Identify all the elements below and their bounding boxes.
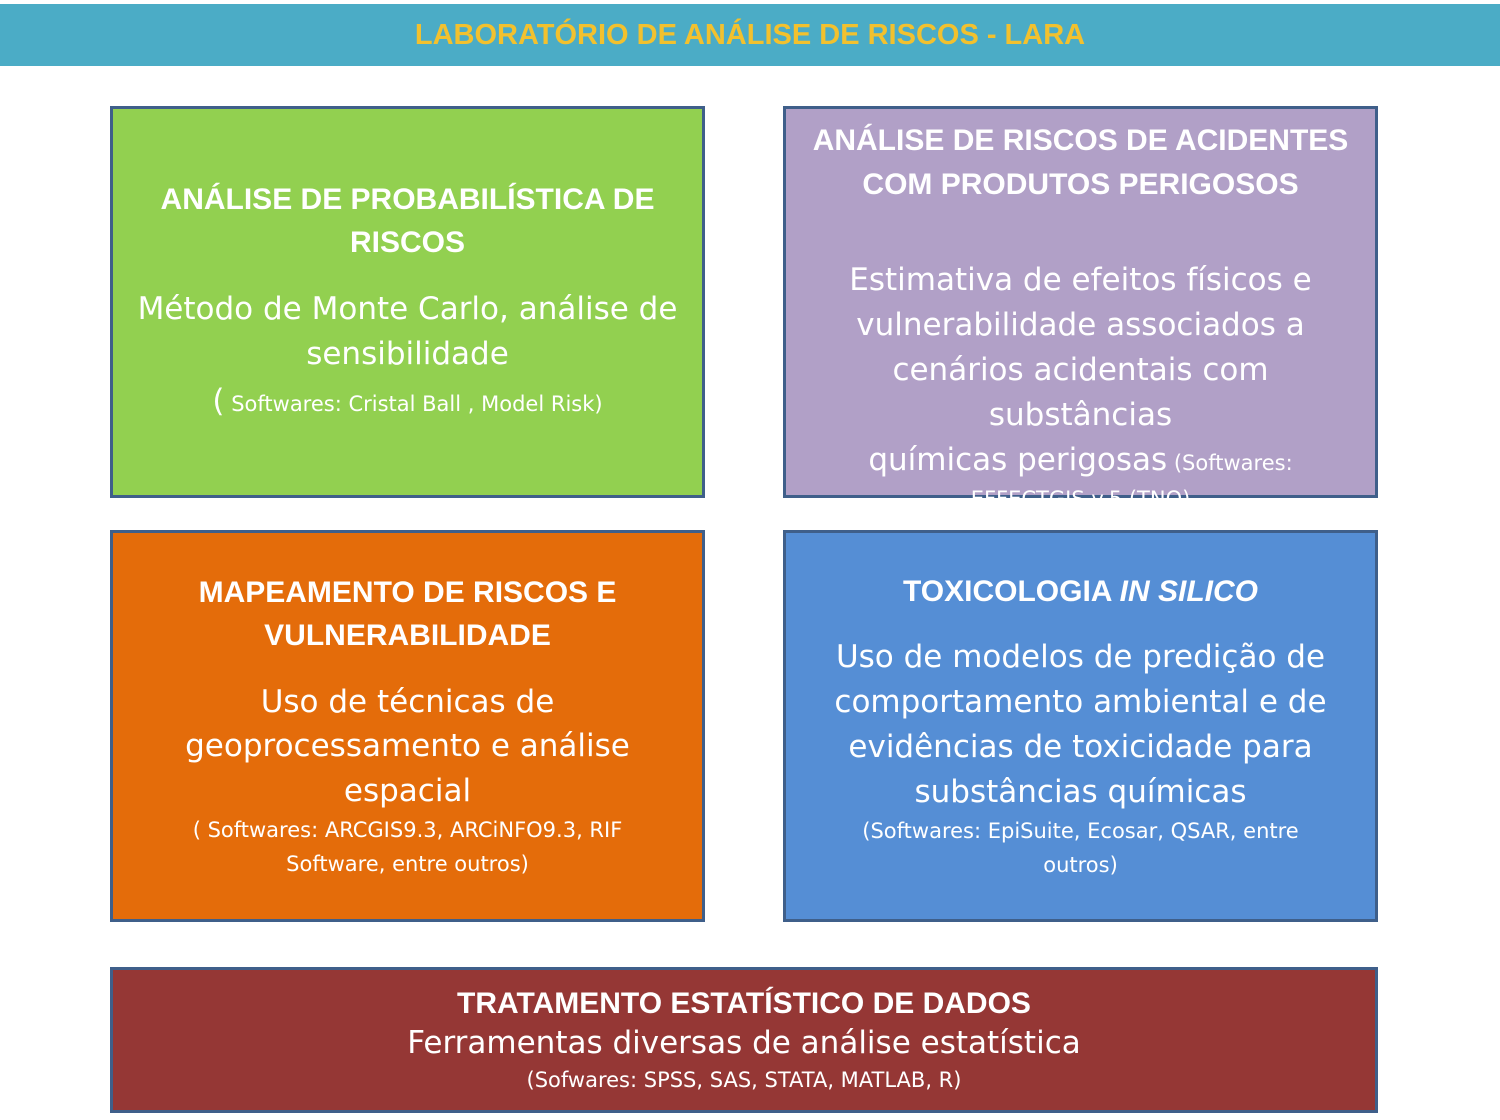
risk-mapping-software	[193, 814, 623, 881]
risk-mapping-box	[110, 530, 705, 922]
title-line: VULNERABILIDADE	[264, 619, 551, 652]
title-line: ANÁLISE DE RISCOS DE ACIDENTES	[812, 124, 1349, 157]
software-line: outros)	[1043, 852, 1118, 877]
page-title: LABORATÓRIO DE ANÁLISE DE RISCOS - LARA	[414, 18, 1086, 51]
body-line: Estimativa de efeitos físicos e	[849, 262, 1312, 298]
statistics-software: (Sofwares: SPSS, SAS, STATA, MATLAB, R)	[526, 1067, 962, 1092]
body-line: sensibilidade	[306, 335, 509, 372]
toxicology-software	[862, 815, 1298, 882]
software-line: Software, entre outros)	[286, 851, 529, 876]
software-open-paren: (	[212, 382, 225, 419]
probabilistic-risk-description	[138, 287, 678, 377]
body-line: evidências de toxicidade para	[848, 729, 1313, 766]
probabilistic-risk-software	[212, 377, 602, 427]
software-line: ( Softwares: ARCGIS9.3, ARCiNFO9.3, RIF	[192, 818, 623, 843]
body-last-text: químicas perigosas	[868, 441, 1168, 478]
title-line: MAPEAMENTO DE RISCOS E	[198, 575, 617, 609]
title-line: ANÁLISE DE PROBABILÍSTICA DE	[160, 182, 655, 216]
body-line: vulnerabilidade associados a	[856, 306, 1305, 343]
accident-risk-title	[813, 119, 1349, 206]
title-line: RISCOS	[349, 226, 465, 260]
probabilistic-risk-title	[161, 178, 655, 265]
software-line: (Softwares: EpiSuite, Ecosar, QSAR, entre	[862, 819, 1299, 844]
title-italic: IN SILICO	[1119, 574, 1259, 608]
probabilistic-risk-box	[110, 106, 705, 498]
accident-risk-description	[800, 258, 1361, 483]
risk-mapping-description	[185, 680, 630, 815]
title-line: COM PRODUTOS PERIGOSOS	[862, 167, 1299, 201]
title-prefix: TOXICOLOGIA	[902, 574, 1120, 608]
body-line: geoprocessamento e análise	[185, 728, 630, 765]
accident-risk-box	[783, 106, 1378, 511]
toxicology-description	[834, 635, 1326, 815]
statistics-description: Ferramentas diversas de análise estatística	[407, 1024, 1081, 1061]
body-line: substâncias químicas	[914, 774, 1247, 811]
risk-mapping-title	[199, 571, 617, 658]
software-text: Softwares: Cristal Ball , Model Risk)	[224, 391, 603, 416]
body-line: Uso de modelos de predição de	[835, 639, 1326, 676]
body-line	[800, 438, 1361, 483]
statistics-box	[110, 967, 1378, 1113]
body-line: espacial	[343, 773, 472, 810]
body-line: cenários acidentais com substâncias	[892, 351, 1269, 433]
statistics-title: TRATAMENTO ESTATÍSTICO DE DADOS	[457, 986, 1031, 1020]
software-line: EFFECTGIS v.5 (TNO)	[970, 486, 1191, 511]
body-line: Método de Monte Carlo, análise de	[137, 290, 678, 327]
header-banner	[0, 4, 1500, 66]
toxicology-box	[783, 530, 1378, 922]
toxicology-title	[903, 570, 1258, 614]
software-inline: (Softwares:	[1167, 450, 1293, 475]
body-line: comportamento ambiental e de	[834, 684, 1327, 721]
body-line: Uso de técnicas de	[260, 683, 555, 720]
